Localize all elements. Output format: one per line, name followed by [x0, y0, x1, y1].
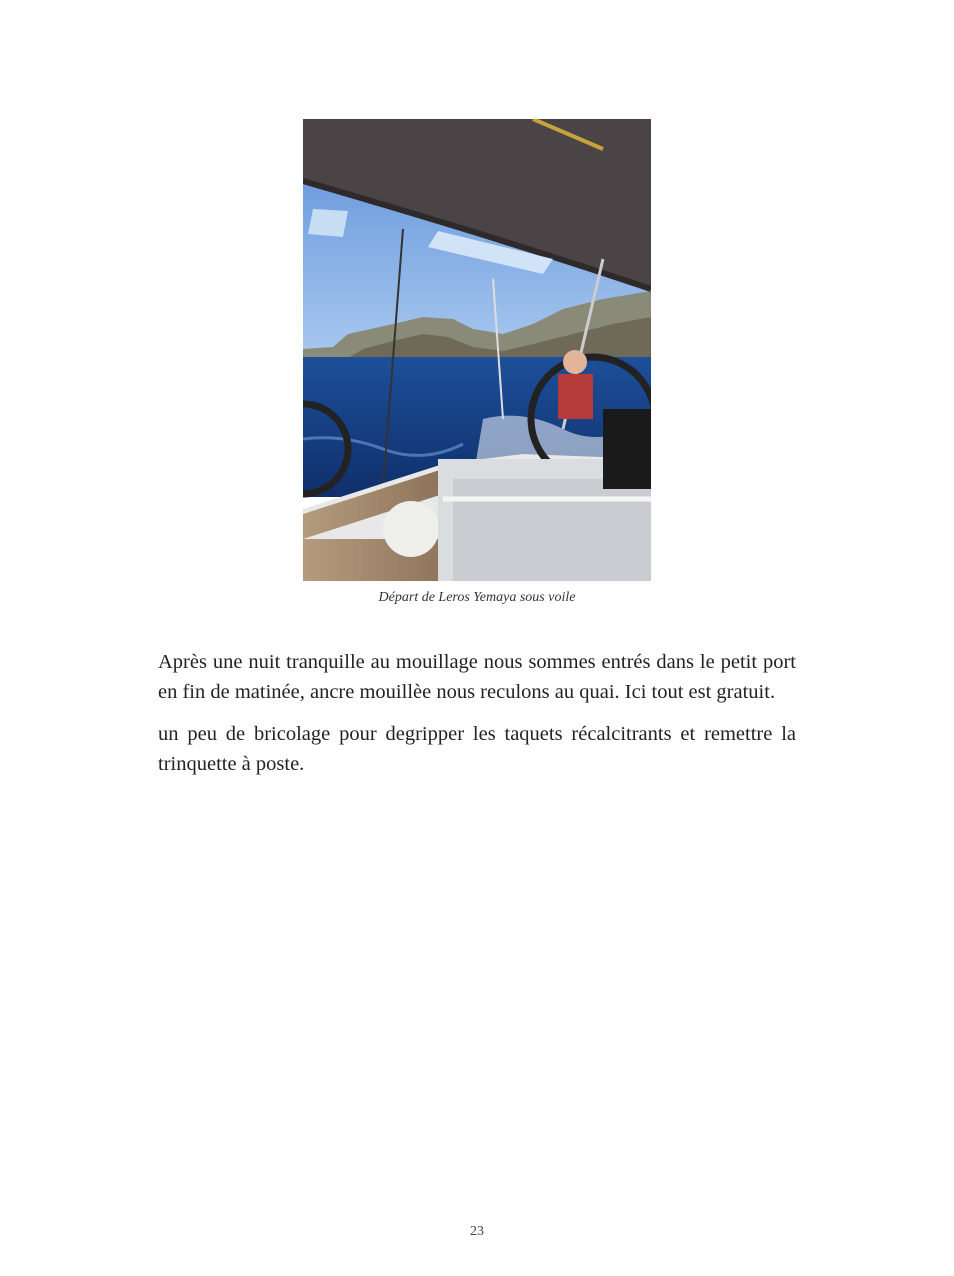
sailing-photo: [303, 119, 651, 581]
body-text: [158, 648, 796, 792]
paragraph: un peu de bricolage pour degripper les taquets récalcitrants et remettre la trinquette à poste.: [158, 723, 796, 775]
page-number: 23: [470, 1224, 484, 1239]
photo-caption: Départ de Leros Yemaya sous voile: [378, 590, 576, 605]
paragraph: Après une nuit tranquille au mouillage nous sommes entrés dans le petit port en fin de matinée, ancre mouillèe nous reculons au quai. Ici tout est gratuit.: [158, 651, 796, 703]
